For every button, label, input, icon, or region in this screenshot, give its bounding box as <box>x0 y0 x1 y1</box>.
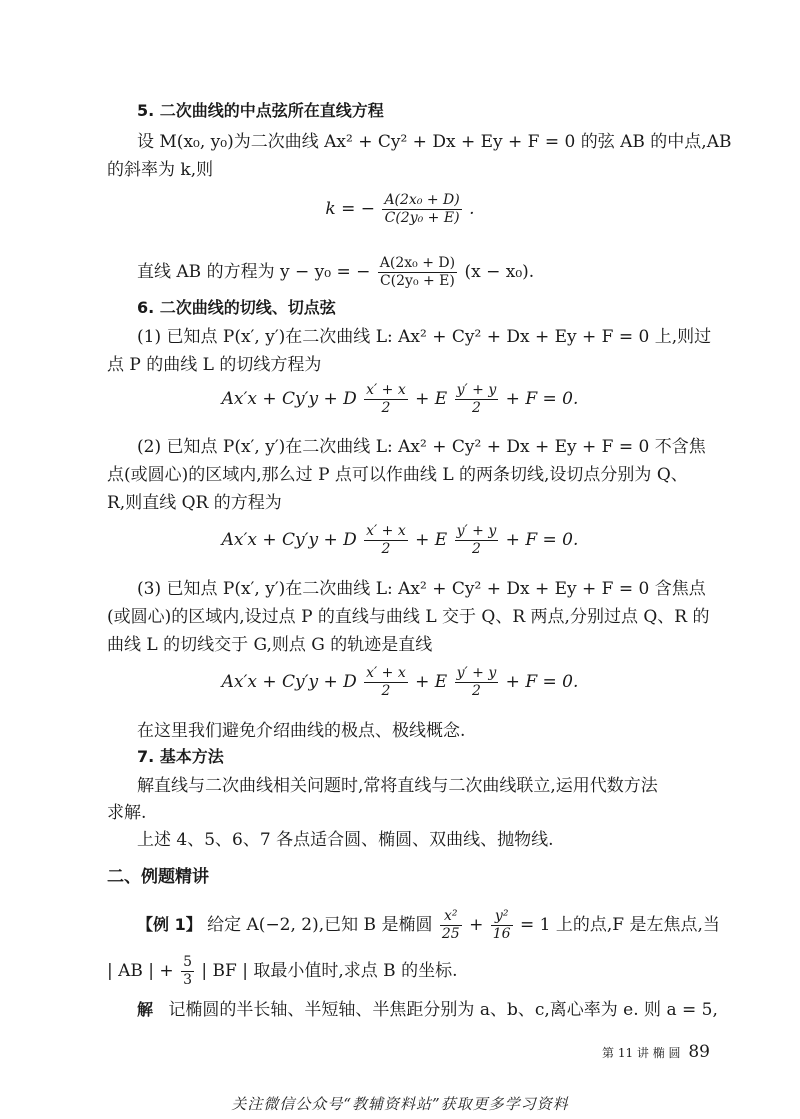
eq-fraction-x-den: 2 <box>381 683 391 699</box>
section-6-p3-line-1: (3) 已知点 P(x′, y′)在二次曲线 L: Ax² + Cy² + Dx + Ey + F = 0 含焦点 <box>137 579 706 599</box>
eq-fraction-y-den: 2 <box>471 683 481 699</box>
eq-fraction-y-num: y′ + y <box>456 382 497 398</box>
slope-lhs: k = − <box>325 199 376 219</box>
example-1-abs-ab: | AB | + <box>107 961 174 981</box>
eq-fraction-x-den: 2 <box>381 541 391 557</box>
solution-line <box>137 999 718 1021</box>
section-6-p3-line-3: 曲线 L 的切线交于 G,则点 G 的轨迹是直线 <box>107 635 433 655</box>
section-7-title: 7. 基本方法 <box>137 747 224 766</box>
slope-end: . <box>469 199 475 219</box>
section-6-p1-line-2: 点 P 的曲线 L 的切线方程为 <box>107 355 322 375</box>
eq-term-b: + E <box>415 672 448 692</box>
section-6-p3-line-2: (或圆心)的区域内,设过点 P 的直线与曲线 L 交于 Q、R 两点,分别过点 Q、R 的 <box>107 607 710 627</box>
page-number: 89 <box>688 1042 710 1062</box>
eq-term-c: + F = 0. <box>505 530 579 550</box>
eq-fraction-y <box>455 382 499 417</box>
section-2-title: 二、例题精讲 <box>107 867 209 887</box>
eq-term-a: Ax′x + Cy′y + D <box>221 672 357 692</box>
eq-fraction-x <box>364 382 408 417</box>
eq-fraction-y-den: 2 <box>471 541 481 557</box>
ellipse-fraction-x-num: x² <box>440 908 462 926</box>
section-5-title: 5. 二次曲线的中点弦所在直线方程 <box>137 101 384 120</box>
line-ab-denominator: C(2y₀ + E) <box>379 273 455 289</box>
eq-term-b: + E <box>415 530 448 550</box>
section-6-p2-line-3: R,则直线 QR 的方程为 <box>107 493 282 513</box>
eq-fraction-y-den: 2 <box>471 400 481 416</box>
watermark-text: 关注微信公众号“教辅资料站”获取更多学习资料 <box>231 1095 569 1113</box>
tangent-equation-2 <box>0 523 800 558</box>
coefficient-fraction <box>181 954 194 989</box>
tangent-equation-1 <box>0 382 800 417</box>
eq-term-c: + F = 0. <box>505 389 579 409</box>
chapter-label: 第 11 讲 椭 圆 <box>602 1046 681 1060</box>
line-ab-prefix: 直线 AB 的方程为 y − y₀ = − <box>137 262 371 282</box>
example-1-text-b: = 1 上的点,F 是左焦点,当 <box>520 915 720 935</box>
eq-fraction-y <box>455 665 499 700</box>
coefficient-denominator: 3 <box>183 972 193 988</box>
section-6-note: 在这里我们避免介绍曲线的极点、极线概念. <box>137 721 466 741</box>
ellipse-fraction-x-den: 25 <box>441 926 460 942</box>
example-1-label: 【例 1】 <box>137 915 202 934</box>
tangent-equation-3 <box>0 665 800 700</box>
ellipse-fraction-y-den: 16 <box>492 926 511 942</box>
slope-denominator: C(2y₀ + E) <box>384 210 460 226</box>
eq-fraction-y-num: y′ + y <box>456 665 497 681</box>
line-ab-fraction <box>378 255 457 290</box>
page-footer <box>602 1042 710 1062</box>
slope-formula <box>0 192 800 227</box>
example-1-text-a: 给定 A(−2, 2),已知 B 是椭圆 <box>207 915 433 935</box>
coefficient-numerator: 5 <box>183 954 193 970</box>
line-ab-numerator: A(2x₀ + D) <box>379 255 456 271</box>
section-7-line-2: 求解. <box>107 803 147 823</box>
eq-fraction-x-num: x′ + x <box>366 523 406 539</box>
section-5-line-2: 的斜率为 k,则 <box>107 160 214 180</box>
section-6-title: 6. 二次曲线的切线、切点弦 <box>137 298 336 317</box>
ellipse-plus: + <box>469 915 484 935</box>
eq-fraction-y-num: y′ + y <box>456 523 497 539</box>
section-6-p2-line-1: (2) 已知点 P(x′, y′)在二次曲线 L: Ax² + Cy² + Dx + Ey + F = 0 不含焦 <box>137 437 706 457</box>
solution-text: 记椭圆的半长轴、半短轴、半焦距分别为 a、b、c,离心率为 e. 则 a = 5, <box>168 1000 718 1020</box>
eq-fraction-x-den: 2 <box>381 400 391 416</box>
ellipse-fraction-y-num: y² <box>491 908 513 926</box>
eq-term-c: + F = 0. <box>505 672 579 692</box>
eq-fraction-x-num: x′ + x <box>366 382 406 398</box>
section-5-line-1: 设 M(x₀, y₀)为二次曲线 Ax² + Cy² + Dx + Ey + F = 0 的弦 AB 的中点,AB <box>137 132 732 152</box>
eq-fraction-x <box>364 665 408 700</box>
line-ab-suffix: (x − x₀). <box>464 262 535 282</box>
line-ab-equation <box>137 252 534 292</box>
eq-term-a: Ax′x + Cy′y + D <box>221 389 357 409</box>
section-7-line-3: 上述 4、5、6、7 各点适合圆、椭圆、双曲线、抛物线. <box>137 830 554 850</box>
solution-label: 解 <box>137 1000 154 1019</box>
eq-fraction-x <box>364 523 408 558</box>
slope-numerator: A(2x₀ + D) <box>384 192 460 208</box>
eq-term-b: + E <box>415 389 448 409</box>
example-1-text-c: | BF | 取最小值时,求点 B 的坐标. <box>201 961 458 981</box>
eq-fraction-x-num: x′ + x <box>366 665 406 681</box>
section-6-p2-line-2: 点(或圆心)的区域内,那么过 P 点可以作曲线 L 的两条切线,设切点分别为 Q、 <box>107 465 688 485</box>
ellipse-fraction-y <box>491 908 513 943</box>
slope-fraction <box>382 192 461 227</box>
ellipse-fraction-x <box>440 908 462 943</box>
section-7-line-1: 解直线与二次曲线相关问题时,常将直线与二次曲线联立,运用代数方法 <box>137 776 658 796</box>
example-1-line-2 <box>107 951 457 991</box>
section-6-p1-line-1: (1) 已知点 P(x′, y′)在二次曲线 L: Ax² + Cy² + Dx + Ey + F = 0 上,则过 <box>137 327 712 347</box>
example-1-line-1 <box>137 905 720 945</box>
eq-term-a: Ax′x + Cy′y + D <box>221 530 357 550</box>
eq-fraction-y <box>455 523 499 558</box>
